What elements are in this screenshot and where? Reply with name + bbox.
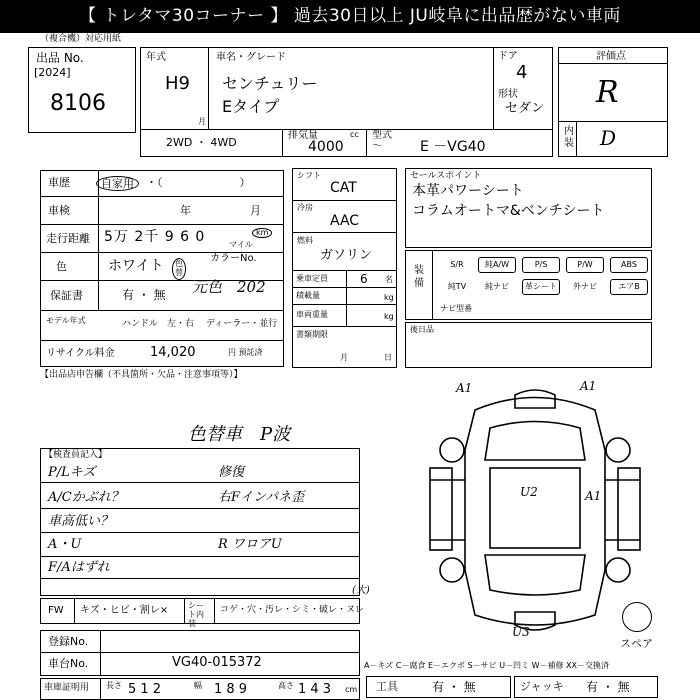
equip-abs: ABS [610,257,648,273]
displacement-unit: cc [350,130,359,139]
lot-number: 8106 [50,91,106,116]
score-value: R [596,75,619,110]
seat-damage-handwritten: (大) [352,585,370,596]
fw-label: FW [48,605,64,616]
history-label: 車歴 [48,176,70,189]
cert-height-label: 高さ [278,681,294,690]
inspector-notes-title: 【検査員記入】 [44,450,108,460]
drive-type: 2WD ・ 4WD [166,136,237,149]
color-label: 色 [56,260,67,273]
damage-mark-front-left: A1 [456,381,473,395]
ac-label: 冷房 [297,203,313,212]
mileage-unit-mile: マイル [229,240,253,249]
dealer-type: ディーラー・並行 [206,319,278,329]
sales-point-1: 本革パワーシート [412,183,524,199]
doors-value: 4 [516,62,528,83]
handle-side: ハンドル 左・右 [122,319,195,329]
seat-interior-items: コゲ・穴・汚レ・シミ・破レ・ヌレ [220,605,365,615]
recycle-unit: 円 預託済 [228,348,263,357]
shaken-month: 月 [250,204,261,217]
model-row-label: モデル年式 [46,316,86,325]
weight-label: 車両重量 [296,310,328,319]
chassis-label: 車台No. [48,657,89,670]
displacement-label: 排気量 [288,130,318,141]
recycle-label: リサイクル料金 [46,348,115,359]
cert-length-label: 長さ [106,681,122,690]
mileage-label: 走行距離 [46,232,90,245]
equipment-label: 装備 [414,265,424,289]
history-extra: ・（ ） [146,176,251,189]
load-unit: kg [384,293,394,302]
model-type-label: 型式 [372,130,392,141]
car-name: センチュリー [222,74,318,93]
color-code-handwritten: 元色 202 [192,278,266,296]
seller-notes-title: 【出品店申告欄（不具箇所・欠品・注意事項等）】 [40,370,243,380]
mileage-unit-km: km [252,228,272,238]
cert-width-label: 幅 [194,681,202,690]
rear-items-box [405,322,652,368]
jack-value: 有 ・ 無 [586,680,630,694]
ac-value: AAC [330,213,360,229]
cert-height: 1 4 3 [298,682,332,697]
inspector-note-5-left: F/Aはずれ [48,560,110,575]
body-type-value: セダン [505,101,545,116]
doors-label: ドア [498,51,518,62]
fuel-label: 燃料 [297,236,313,245]
year-month-unit: 月 [198,117,206,126]
interior-label: 内装 [564,126,574,149]
score-label: 評価点 [596,51,626,62]
sales-points-label: セールスポイント [410,171,482,181]
year-value: H9 [165,73,190,94]
damage-legend: A－キズ C－腐食 E－エクボ S－サビ U－凹ミ W－補修 XX－交換済 [364,661,610,670]
mileage-value: 5万 2千 9 6 0 [104,229,206,245]
recycle-value: 14,020 [150,345,196,360]
inspector-note-4-right: R ワロアU [218,537,282,552]
lot-label: 出品 No. [36,51,84,65]
car-name-label: 車名・グレード [216,52,286,63]
inspector-note-1-left: P/Lキズ [48,465,96,480]
inspector-note-2-left: A/Cかぶれ？ [48,490,124,505]
inspector-note-3-left: 車高低い？ [48,514,114,529]
equip-power-steering: P/S [522,257,560,273]
year-label: 年式 [146,52,166,63]
equip-alloy-wheels: 純A/W [478,257,516,273]
capacity-value: 6 [360,272,368,286]
shaken-year: 年 [180,204,191,217]
fw-items: キズ・ヒビ・割レ× [80,605,169,616]
weight-unit: kg [384,312,394,321]
navi-model-label: ナビ型番 [440,304,472,313]
history-value: 自家用 [96,176,139,191]
car-grade: Eタイプ [222,97,280,116]
cert-length: 5 1 2 [128,682,162,697]
cert-label: 車庫証明用 [44,683,90,693]
seller-note-handwritten: 色替車 P波 [188,424,291,445]
deadline-month: 月 [340,353,348,362]
interior-value: D [600,126,617,150]
equip-sr: S/R [438,257,476,273]
cert-width: 1 8 9 [214,682,248,697]
lot-year-tag: [2024] [34,66,71,79]
capacity-unit: 名 [385,275,393,284]
car-damage-diagram [420,380,650,640]
damage-mark-rear: U3 [512,625,530,639]
damage-mark-right-side: A1 [585,489,602,503]
load-label: 積載量 [296,291,320,300]
chassis-value: VG40-015372 [172,655,262,670]
equip-tv: 純TV [438,279,476,295]
damage-mark-roof: U2 [520,485,538,499]
color-change-badge: 色替 [172,258,186,280]
shift-label: シフト [297,171,321,180]
warranty-label: 保証書 [50,289,83,302]
warranty-value: 有 ・ 無 [122,288,166,302]
equip-leather-seats: 革シート [522,279,560,295]
equip-power-windows: P/W [566,257,604,273]
inspector-note-4-left: A・U [48,537,82,552]
jack-label: ジャッキ [520,680,564,693]
form-note: （複合機）対応用紙 [40,34,122,44]
displacement-value: 4000 [308,139,344,155]
seat-interior-label: シート内装 [188,601,204,628]
shaken-label: 車検 [48,204,70,217]
tools-value: 有 ・ 無 [432,680,476,694]
shift-value: CAT [330,180,357,196]
spare-tire-icon [622,602,652,632]
equip-aftermarket-navi: 外ナビ [566,279,604,295]
inspector-note-2-right: 右Fインパネ歪 [218,490,305,505]
body-type-label: 形状 [498,89,518,100]
sales-point-2: コラムオートマ&ベンチシート [412,203,605,219]
header-banner: 【 トレタマ30コーナー 】 過去30日以上 JU岐阜に出品歴がない車両 [0,0,700,33]
color-value: ホワイト [108,258,164,274]
model-type-tilde: 〜 [372,141,382,152]
damage-mark-front-right: A1 [580,379,597,393]
cert-unit: cm [345,685,358,694]
deadline-day: 日 [384,353,392,362]
color-code-label: カラーNo. [210,253,257,264]
fuel-value: ガソリン [320,248,373,263]
equip-navi: 純ナビ [478,279,516,295]
deadline-label: 書類期限 [296,330,328,339]
capacity-label: 乗車定員 [296,274,328,283]
equip-airbag: エアB [610,279,648,295]
rear-items-label: 後日品 [410,325,434,334]
model-type-value: E －VG40 [420,139,486,155]
registration-label: 登録No. [48,635,89,648]
inspector-note-1-right: 修復 [218,465,245,480]
tools-label: 工具 [376,680,398,693]
spare-label: スペア [620,637,653,650]
